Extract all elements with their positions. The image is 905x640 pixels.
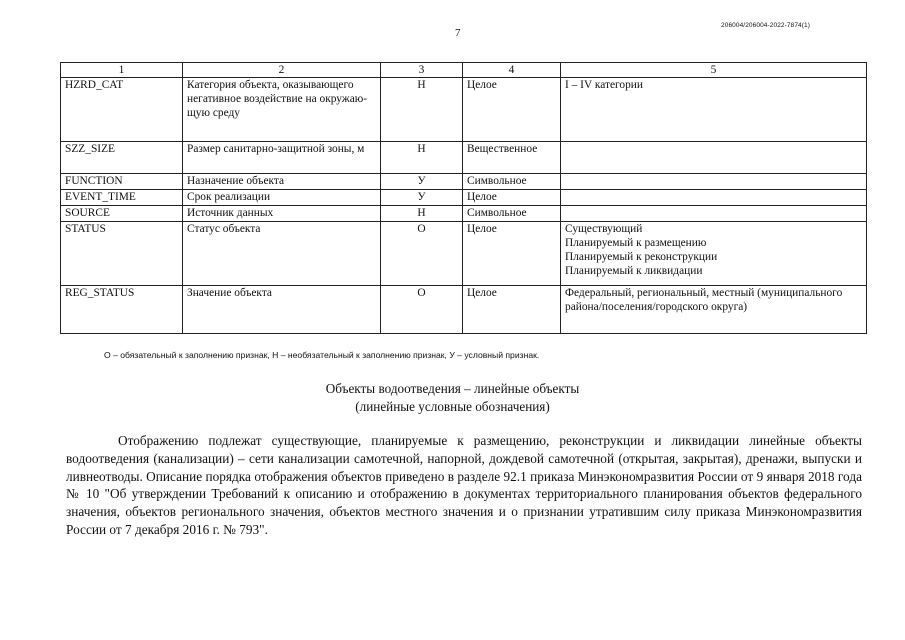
column-number: 2 xyxy=(183,63,381,78)
attribute-requirement: О xyxy=(381,286,463,334)
body-paragraph: Отображению подлежат существующие, планируемые к размещению, реконструкции и ликвидации линейные объекты водоотведения (канализации) – сети канализации самотечной, напорной, дождевой самотечной (открытая, закрытая), дренажи, выпуски и ливнеотводы. Описание порядка отображения объектов приведено в разделе 92.1 приказа Минэкономразвития России от 9 января 2018 года № 10 "Об утверждении Требований к описанию и отображению в документах территориального планирования объектов федерального значения, объектов регионального значения, объектов местного значения и о признании утратившим силу приказа Минэкономразвития России от 7 декабря 2016 г. № 793". xyxy=(66,433,862,537)
attribute-type: Целое xyxy=(463,222,561,286)
column-number: 5 xyxy=(561,63,867,78)
attribute-code: REG_STATUS xyxy=(61,286,183,334)
attribute-requirement: Н xyxy=(381,78,463,142)
table-row xyxy=(61,190,867,206)
attribute-values xyxy=(561,206,867,222)
attribute-code: FUNCTION xyxy=(61,174,183,190)
attribute-type: Вещественное xyxy=(463,142,561,174)
attribute-requirement: Н xyxy=(381,206,463,222)
section-subtitle: (линейные условные обозначения) xyxy=(355,399,550,414)
attribute-name: Размер санитарно-защитной зоны, м xyxy=(183,142,381,174)
attribute-name: Категория объекта, оказывающего негативное воздействие на окружаю-щую среду xyxy=(183,78,381,142)
attribute-code: HZRD_CAT xyxy=(61,78,183,142)
page-number: 7 xyxy=(455,27,461,39)
attribute-values: Существующий Планируемый к размещению Планируемый к реконструкции Планируемый к ликвидации xyxy=(561,222,867,286)
table-header-row xyxy=(61,63,867,78)
attribute-type: Целое xyxy=(463,78,561,142)
column-number: 3 xyxy=(381,63,463,78)
document-code: 206004/206004-2022-7874(1) xyxy=(721,22,810,29)
table-row xyxy=(61,78,867,142)
attributes-table xyxy=(60,62,867,334)
attribute-values xyxy=(561,190,867,206)
table-row xyxy=(61,206,867,222)
attribute-type: Целое xyxy=(463,286,561,334)
table-row xyxy=(61,174,867,190)
attribute-code: EVENT_TIME xyxy=(61,190,183,206)
attribute-values: Федеральный, региональный, местный (муниципального района/поселения/городского округа) xyxy=(561,286,867,334)
attribute-code: SZZ_SIZE xyxy=(61,142,183,174)
attribute-type: Символьное xyxy=(463,206,561,222)
attribute-requirement: О xyxy=(381,222,463,286)
attribute-type: Целое xyxy=(463,190,561,206)
table-row xyxy=(61,286,867,334)
table-row xyxy=(61,222,867,286)
attribute-requirement: У xyxy=(381,190,463,206)
attribute-values xyxy=(561,142,867,174)
attribute-type: Символьное xyxy=(463,174,561,190)
attribute-values xyxy=(561,174,867,190)
attribute-name: Источник данных xyxy=(183,206,381,222)
attribute-code: STATUS xyxy=(61,222,183,286)
attribute-requirement: У xyxy=(381,174,463,190)
column-number: 1 xyxy=(61,63,183,78)
table-footnote: О – обязательный к заполнению признак, Н – необязательный к заполнению признак, У – условный признак. xyxy=(104,350,540,360)
column-number: 4 xyxy=(463,63,561,78)
attribute-name: Статус объекта xyxy=(183,222,381,286)
attribute-requirement: Н xyxy=(381,142,463,174)
attribute-code: SOURCE xyxy=(61,206,183,222)
attribute-name: Срок реализации xyxy=(183,190,381,206)
attribute-name: Значение объекта xyxy=(183,286,381,334)
table-row xyxy=(61,142,867,174)
attribute-values: I – IV категории xyxy=(561,78,867,142)
section-title: Объекты водоотведения – линейные объекты xyxy=(325,381,580,396)
attribute-name: Назначение объекта xyxy=(183,174,381,190)
